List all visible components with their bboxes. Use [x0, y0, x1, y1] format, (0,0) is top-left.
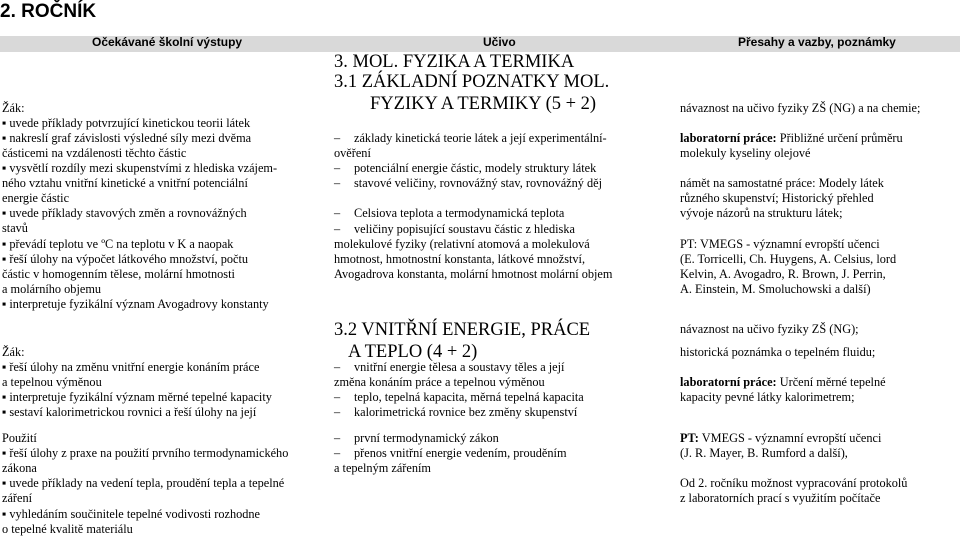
outcome-item: ▪ uvede příklady na vedení tepla, proudění tepla a tepelné	[2, 476, 284, 491]
note-item-continuation: vývoje názorů na strukturu látek;	[680, 206, 843, 220]
note-item-continuation: molekuly kyseliny olejové	[680, 146, 811, 160]
curriculum-item: – přenos vnitřní energie vedením, prouděním	[334, 446, 567, 461]
curriculum-item: – teplo, tepelná kapacita, měrná tepelná kapacita	[334, 390, 584, 405]
note-item	[680, 375, 886, 390]
header-outcomes: Očekávané školní výstupy	[92, 35, 243, 49]
note-item	[680, 131, 903, 146]
pupil-label: Žák:	[2, 345, 25, 359]
curriculum-item-continuation: a tepelným zářením	[334, 461, 431, 475]
outcome-item: ▪ interpretuje fyzikální význam měrné tepelné kapacity	[2, 390, 272, 405]
curriculum-item-continuation: molekulové fyziky (relativní atomová a molekulová	[334, 237, 590, 251]
outcome-item: ▪ uvede příklady potvrzující kinetickou teorii látek	[2, 116, 250, 131]
outcome-item-continuation: částicemi na vzdálenosti těchto částic	[2, 146, 187, 160]
note-text: VMEGS - významní evropští učenci	[698, 431, 882, 445]
note-item: návaznost na učivo fyziky ZŠ (NG);	[680, 322, 859, 336]
header-links: Přesahy a vazby, poznámky	[738, 35, 896, 49]
note-item	[680, 431, 881, 446]
curriculum-item: – základy kinetická teorie látek a její experimentální-	[334, 131, 607, 146]
curriculum-item: – potenciální energie částic, modely struktury látek	[334, 161, 596, 176]
chapter-heading: 3. MOL. FYZIKA A TERMIKA	[334, 52, 575, 72]
outcome-item: ▪ vysvětlí rozdíly mezi skupenstvími z hlediska vzájem-	[2, 161, 277, 176]
note-item-continuation: kapacity pevné látky kalorimetrem;	[680, 390, 855, 404]
curriculum-item: – první termodynamický zákon	[334, 431, 499, 446]
outcome-item-continuation: ného vztahu vnitřní kinetické a vnitřní potenciální	[2, 176, 248, 190]
section-heading: A TEPLO (4 + 2)	[348, 342, 478, 362]
curriculum-item: – stavové veličiny, rovnovážný stav, rovnovážný děj	[334, 176, 602, 191]
note-item-continuation: Kelvin, A. Avogadro, R. Brown, J. Perrin,	[680, 267, 886, 281]
outcome-item: ▪ vyhledáním součinitele tepelné vodivosti rozhodne	[2, 507, 260, 522]
header-curriculum: Učivo	[483, 35, 516, 49]
outcome-item-continuation: energie částic	[2, 191, 70, 205]
section-heading: 3.2 VNITŘNÍ ENERGIE, PRÁCE	[334, 320, 591, 340]
outcome-item: ▪ interpretuje fyzikální význam Avogadrovy konstanty	[2, 297, 269, 312]
note-text: Určení měrné tepelné	[776, 375, 886, 389]
outcome-item-continuation: Použití	[2, 431, 37, 445]
note-item-continuation: z laboratorních prací s využitím počítače	[680, 491, 881, 505]
outcome-item: ▪ sestaví kalorimetrickou rovnici a řeší úlohy na její	[2, 405, 256, 420]
curriculum-item: – kalorimetrická rovnice bez změny skupenství	[334, 405, 577, 420]
curriculum-item-continuation: Avogadrova konstanta, molární hmotnost molární objem	[334, 267, 613, 281]
curriculum-item: – veličiny popisující soustavu částic z hlediska	[334, 222, 575, 237]
curriculum-item: – vnitřní energie tělesa a soustavy těles a její	[334, 360, 564, 375]
section-heading: FYZIKY A TERMIKY (5 + 2)	[370, 94, 597, 114]
outcome-item: ▪ řeší úlohy na výpočet látkového množství, počtu	[2, 252, 248, 267]
note-item: návaznost na učivo fyziky ZŠ (NG) a na chemie;	[680, 101, 921, 115]
curriculum-item-continuation: ověření	[334, 146, 371, 160]
note-item-continuation: A. Einstein, M. Smoluchowski a další)	[680, 282, 871, 296]
note-item-continuation: (E. Torricelli, Ch. Huygens, A. Celsius, lord	[680, 252, 897, 266]
note-item-continuation: (J. R. Mayer, B. Rumford a další),	[680, 446, 848, 460]
outcome-item: ▪ řeší úlohy na změnu vnitřní energie konáním práce	[2, 360, 259, 375]
curriculum-item: – Celsiova teplota a termodynamická teplota	[334, 206, 564, 221]
outcome-item-continuation: o tepelné kvalitě materiálu	[2, 522, 133, 536]
outcome-item-continuation: částic v homogenním tělese, molární hmotnosti	[2, 267, 235, 281]
page-title: 2. ROČNÍK	[0, 1, 97, 22]
note-item: Od 2. ročníku možnost vypracování protokolů	[680, 476, 908, 490]
note-item: námět na samostatné práce: Modely látek	[680, 176, 884, 190]
section-heading: 3.1 ZÁKLADNÍ POZNATKY MOL.	[334, 72, 610, 92]
outcome-item: ▪ uvede příklady stavových změn a rovnovážných	[2, 206, 247, 221]
note-bold-label: laboratorní práce:	[680, 375, 777, 389]
outcome-item-continuation: záření	[2, 491, 33, 505]
note-bold-label: laboratorní práce:	[680, 131, 777, 145]
curriculum-item-continuation: hmotnost, hmotnostní konstanta, látkové množství,	[334, 252, 586, 266]
note-item-continuation: různého skupenství; Historický přehled	[680, 191, 874, 205]
outcome-item: ▪ převádí teplotu ve ºC na teplotu v K a naopak	[2, 237, 233, 252]
note-item: historická poznámka o tepelném fluidu;	[680, 345, 876, 359]
outcome-item-continuation: stavů	[2, 221, 28, 235]
curriculum-item-continuation: změna konáním práce a tepelnou výměnou	[334, 375, 545, 389]
outcome-item-continuation: a molárního objemu	[2, 282, 102, 296]
outcome-item-continuation: zákona	[2, 461, 37, 475]
outcome-item: ▪ nakreslí graf závislosti výsledné síly mezi dvěma	[2, 131, 251, 146]
outcome-item-continuation: a tepelnou výměnou	[2, 375, 102, 389]
note-bold-label: PT:	[680, 431, 699, 445]
note-text: Přibližné určení průměru	[776, 131, 903, 145]
pupil-label: Žák:	[2, 101, 25, 115]
outcome-item: ▪ řeší úlohy z praxe na použití prvního termodynamického	[2, 446, 288, 461]
note-item: PT: VMEGS - významní evropští učenci	[680, 237, 880, 251]
